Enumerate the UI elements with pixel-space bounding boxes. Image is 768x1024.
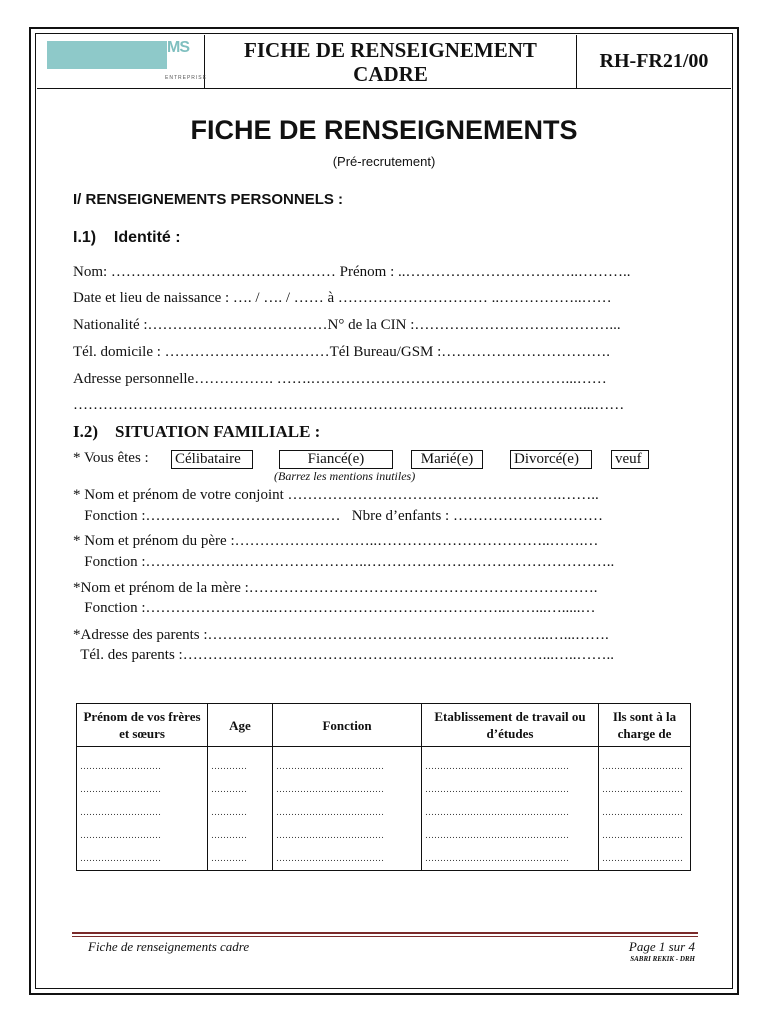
field-parents-phone[interactable]: Tél. des parents :………………………………………………………………...…..…….. (73, 647, 614, 663)
logo-subtitle: ENTREPRISE (165, 75, 207, 81)
field-mother-job[interactable]: Fonction :……………………..………………………………………..……...….....… (73, 600, 596, 616)
status-option-celibataire[interactable]: Célibataire (171, 450, 253, 469)
page-subtitle: (Pré-recrutement) (332, 154, 436, 169)
col-header-establishment: Etablissement de travail ou d’études (422, 704, 599, 747)
col-header-age: Age (208, 704, 273, 747)
status-option-fiance[interactable]: Fiancé(e) (279, 450, 393, 469)
subsection-identity: I.1) Identité : (73, 229, 181, 246)
col-header-siblings: Prénom de vos frères et sœurs (77, 704, 208, 747)
table-cell-dependent[interactable]: ……………………… ……………………… ……………………… ……………………… ……………………… (599, 747, 691, 871)
status-prefix: * Vous êtes : (73, 450, 149, 466)
siblings-table (76, 703, 691, 871)
page-title: FICHE DE RENSEIGNEMENTS (190, 115, 578, 145)
status-option-veuf[interactable]: veuf (611, 450, 649, 469)
table-row (77, 747, 691, 871)
field-father-job[interactable]: Fonction :……………….……………………..………………………………………….. (73, 554, 615, 570)
logo-mark: MS (167, 39, 189, 56)
document-header (37, 35, 731, 89)
footer-page-number: Page 1 sur 4 (628, 939, 695, 954)
logo-bar (47, 41, 167, 69)
header-title-line2: CADRE (353, 61, 428, 86)
table-cell-age[interactable]: ………… ………… ………… ………… ………… (208, 747, 273, 871)
company-logo (37, 35, 205, 88)
table-header-row (77, 704, 691, 747)
table-cell-establishment[interactable]: ………………………………………… ………………………………………… ………………………………………… ………………………………………… ………………………………………… (422, 747, 599, 871)
section-personal-info: I/ RENSEIGNEMENTS PERSONNELS : (73, 191, 344, 208)
field-spouse-name[interactable]: * Nom et prénom de votre conjoint ……………………………………………….…….. (73, 487, 599, 503)
field-nationality[interactable]: Nationalité :………………………………N° de la CIN :…………………………………... (73, 317, 621, 333)
footer-divider (72, 932, 698, 934)
col-header-dependent: Ils sont à la charge de (599, 704, 691, 747)
footer-doc-name: Fiche de renseignements cadre (88, 939, 250, 954)
header-title (205, 35, 577, 88)
field-spouse-job[interactable]: Fonction :………………………………… Nbre d’enfants : ………………………… (73, 508, 603, 524)
subsection-family: I.2) SITUATION FAMILIALE : (73, 422, 321, 441)
field-mother-name[interactable]: *Nom et prénom de la mère :……………………………………………………………. (73, 580, 598, 596)
header-title-line1: FICHE DE RENSEIGNEMENT (244, 37, 537, 62)
field-birth[interactable]: Date et lieu de naissance : …. / …. / …… à ………………………… ..……………..…… (73, 290, 612, 306)
footer-signature: SABRI REKIK - DRH (630, 955, 695, 963)
table-cell-job[interactable]: ……………………………… ……………………………… ……………………………… ……………………………… ……………………………… (273, 747, 422, 871)
field-address[interactable]: Adresse personnelle……………. …….……………………………………………...…… (73, 371, 607, 387)
field-father-name[interactable]: * Nom et prénom du père :………………………..……………………………..…….… (73, 533, 599, 549)
footer-divider-thin (72, 936, 698, 937)
status-option-marie[interactable]: Marié(e) (411, 450, 483, 469)
col-header-job: Fonction (273, 704, 422, 747)
status-note: (Barrez les mentions inutiles) (274, 469, 416, 483)
document-code: RH-FR21/00 (599, 50, 709, 72)
field-address-cont[interactable]: …………………………………………………………………………………………...…… (73, 397, 625, 413)
field-phone[interactable]: Tél. domicile : ……………………………Tél Bureau/GSM :……………………………. (73, 344, 611, 360)
table-cell-siblings[interactable]: ……………………… ……………………… ……………………… ……………………… ……………………… (77, 747, 208, 871)
field-name[interactable]: Nom: ……………………………………… Prénom : ..……………………………..……….. (73, 264, 631, 280)
status-option-divorce[interactable]: Divorcé(e) (510, 450, 592, 469)
field-parents-address[interactable]: *Adresse des parents :…………………………………………………………...…...……. (73, 627, 609, 643)
